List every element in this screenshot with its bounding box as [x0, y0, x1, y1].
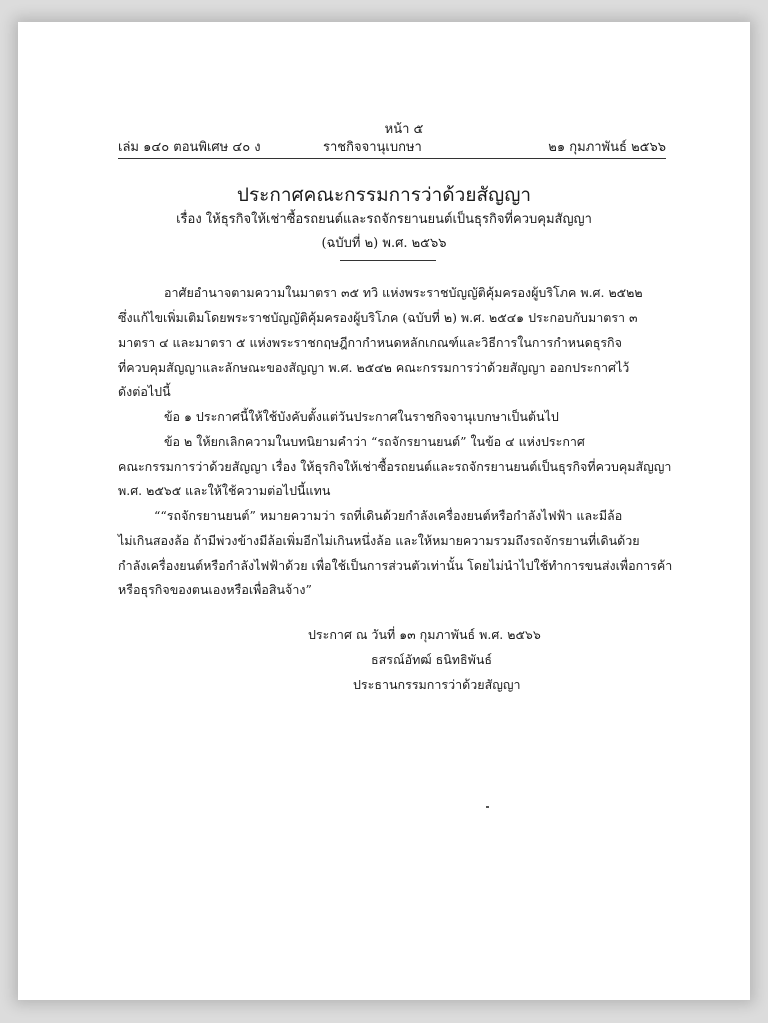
- preamble-line: ซึ่งแก้ไขเพิ่มเติมโดยพระราชบัญญัติคุ้มครองผู้บริโภค (ฉบับที่ ๒) พ.ศ. ๒๕๔๑ ประกอบกับมาตรา ๓: [118, 310, 638, 325]
- preamble-line: มาตรา ๔ และมาตรา ๕ แห่งพระราชกฤษฎีกากำหนดหลักเกณฑ์และวิธีการในการกำหนดธุรกิจ: [118, 335, 622, 350]
- preamble-line: อาศัยอำนาจตามความในมาตรา ๓๕ ทวิ แห่งพระราชบัญญัติคุ้มครองผู้บริโภค พ.ศ. ๒๕๒๒: [164, 285, 643, 300]
- header-divider: [118, 158, 666, 159]
- gazette-date: ๒๑ กุมภาพันธ์ ๒๕๖๖: [548, 140, 666, 155]
- definition-line: ““รถจักรยานยนต์” หมายความว่า รถที่เดินด้วยกำลังเครื่องยนต์หรือกำลังไฟฟ้า และมีล้อ: [154, 508, 623, 523]
- page-number: หน้า ๕: [384, 122, 424, 137]
- clause-1: ข้อ ๑ ประกาศนี้ให้ใช้บังคับตั้งแต่วันประกาศในราชกิจจานุเบกษาเป็นต้นไป: [164, 409, 559, 424]
- announcement-title: ประกาศคณะกรรมการว่าด้วยสัญญา: [236, 184, 532, 206]
- announcement-subject: เรื่อง ให้ธุรกิจให้เช่าซื้อรถยนต์และรถจักรยานยนต์เป็นธุรกิจที่ควบคุมสัญญา: [176, 212, 592, 227]
- definition-line: หรือธุรกิจของตนเองหรือเพื่อสินจ้าง”: [118, 582, 312, 597]
- announcement-date: ประกาศ ณ วันที่ ๑๓ กุมภาพันธ์ พ.ศ. ๒๕๖๖: [308, 627, 541, 642]
- preamble-line: ดังต่อไปนี้: [118, 384, 171, 399]
- title-divider: [340, 260, 436, 261]
- clause-2-line: พ.ศ. ๒๕๖๕ และให้ใช้ความต่อไปนี้แทน: [118, 483, 331, 498]
- gazette-header: [118, 136, 666, 154]
- definition-line: ไม่เกินสองล้อ ถ้ามีพ่วงข้างมีล้อเพิ่มอีกไม่เกินหนึ่งล้อ และให้หมายความรวมถึงรถจักรยานที่เดินด้วย: [118, 533, 640, 548]
- volume-info: เล่ม ๑๔๐ ตอนพิเศษ ๔๐ ง: [118, 140, 261, 155]
- clause-2-line: ข้อ ๒ ให้ยกเลิกความในบทนิยามคำว่า “รถจักรยานยนต์” ในข้อ ๔ แห่งประกาศ: [164, 434, 585, 449]
- clause-2-line: คณะกรรมการว่าด้วยสัญญา เรื่อง ให้ธุรกิจให้เช่าซื้อรถยนต์และรถจักรยานยนต์เป็นธุรกิจที่ควบคุมสัญญา: [118, 459, 672, 474]
- preamble-line: ที่ควบคุมสัญญาและลักษณะของสัญญา พ.ศ. ๒๕๔๒ คณะกรรมการว่าด้วยสัญญา ออกประกาศไว้: [118, 360, 630, 375]
- definition-line: กำลังเครื่องยนต์หรือกำลังไฟฟ้าด้วย เพื่อใช้เป็นการส่วนตัวเท่านั้น โดยไม่นำไปใช้ทำการขนส่งเพื่อการค้า: [118, 558, 673, 573]
- gazette-name: ราชกิจจานุเบกษา: [323, 140, 422, 155]
- scan-speck: [486, 806, 489, 808]
- signatory-position: ประธานกรรมการว่าด้วยสัญญา: [353, 677, 521, 692]
- signatory-name: ธสรณ์อัทฒ์ ธนิทธิพันธ์: [371, 652, 493, 667]
- announcement-edition: (ฉบับที่ ๒) พ.ศ. ๒๕๖๖: [321, 236, 447, 251]
- gazette-page: [18, 22, 750, 1000]
